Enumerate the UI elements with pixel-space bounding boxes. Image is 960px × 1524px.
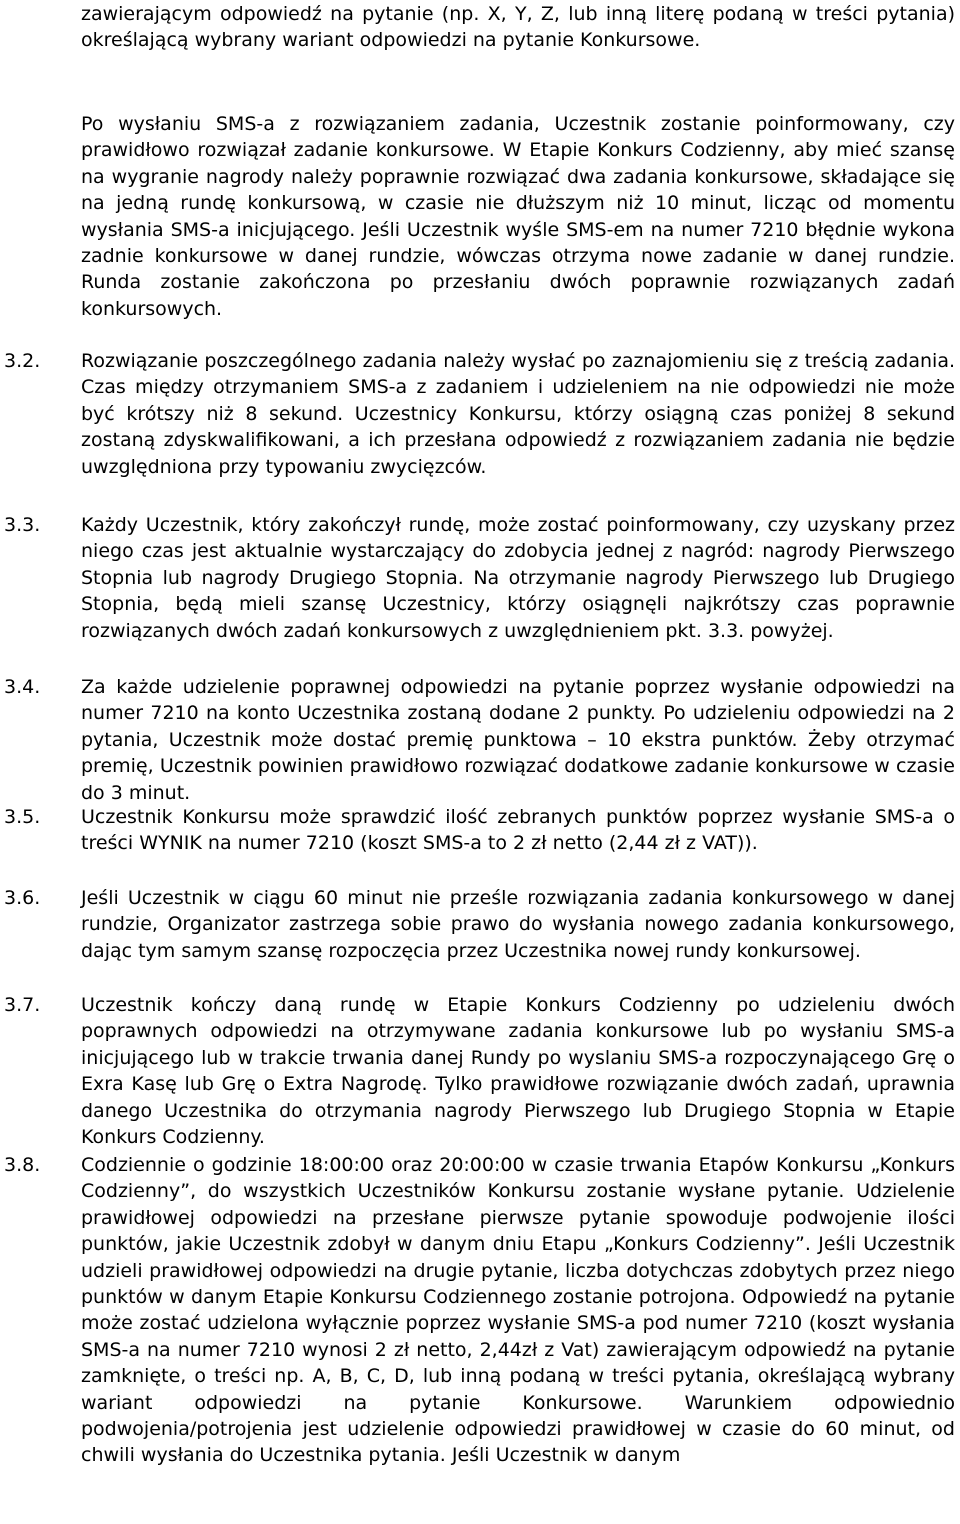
paragraph-3-5: Uczestnik Konkursu może sprawdzić ilość zebranych punktów poprzez wysłanie SMS-a o treści WYNIK na numer 7210 (koszt SMS-a to 2 zł netto (2,44 zł z VAT)). <box>81 806 955 855</box>
section-number-3-8: 3.8. <box>4 1154 41 1176</box>
paragraph-3-7: Uczestnik kończy daną rundę w Etapie Konkurs Codzienny po udzieleniu dwóch poprawnych odpowiedzi na otrzymywane zadania konkursowe lub po wysłaniu SMS-a inicjującego lub w trakcie trwania danej Rundy po wyslaniu SMS-a rozpoczynającego Grę o Exra Kasę lub Grę o Extra Nagrodę. Tylko prawidłowe rozwiązanie dwóch zadań, uprawnia danego Uczestnika do otrzymania nagrody Pierwszego lub Drugiego Stopnia w Etapie Konkurs Codzienny. <box>81 994 955 1149</box>
section-number-3-3: 3.3. <box>4 514 41 536</box>
paragraph-3-3: Każdy Uczestnik, który zakończył rundę, może zostać poinformowany, czy uzyskany przez niego czas jest aktualnie wystarczający do zdobycia jednej z nagród: nagrody Pierwszego Stopnia lub nagrody Drugiego Stopnia. Na otrzymanie nagrody Pierwszego lub Drugiego Stopnia, będą mieli szansę Uczestnicy, którzy osiągnęli najkrótszy czas poprawnie rozwiązanych dwóch zadań konkursowych z uwzględnieniem pkt. 3.3. powyżej. <box>81 514 955 642</box>
paragraph-3-2: Rozwiązanie poszczególnego zadania należy wysłać po zaznajomieniu się z treścią zadania. Czas między otrzymaniem SMS-a z zadaniem i udzieleniem na nie odpowiedzi nie może być krótszy niż 8 sekund. Uczestnicy Konkursu, którzy osiągną czas poniżej 8 sekund zostaną zdyskwalifikowani, a ich przesłana odpowiedź z rozwiązaniem zadania nie będzie uwzględniona przy typowaniu zwycięzców. <box>81 350 955 478</box>
paragraph-3-6: Jeśli Uczestnik w ciągu 60 minut nie prześle rozwiązania zadania konkursowego w danej rundzie, Organizator zastrzega sobie prawo do wysłania nowego zadania konkursowego, dając tym samym szansę rozpoczęcia przez Uczestnika nowej rundy konkursowej. <box>81 887 955 962</box>
section-number-3-6: 3.6. <box>4 887 41 909</box>
section-number-3-4: 3.4. <box>4 676 41 698</box>
paragraph-3-8: Codziennie o godzinie 18:00:00 oraz 20:00:00 w czasie trwania Etapów Konkursu „Konkurs Codzienny”, do wszystkich Uczestników Konkursu zostanie wysłane pytanie. Udzielenie prawidłowej odpowiedzi na przesłane pierwsze pytanie spowoduje podwojenie ilości punktów, jakie Uczestnik zdobył w danym dniu Etapu „Konkurs Codzienny”. Jeśli Uczestnik udzieli prawidłowej odpowiedzi na drugie pytanie, liczba dotychczas zdobytych przez niego punktów w danym Etapie Konkursu Codziennego zostanie potrojona. Odpowiedź na pytanie może zostać udzielona wyłącznie poprzez wysłanie SMS-a pod numer 7210 (koszt wysłania SMS-a na numer 7210 wynosi 2 zł netto, 2,44zł z Vat) zawierającym odpowiedź na pytanie zamknięte, o treści np. A, B, C, D, lub inną podaną w treści pytania, określającą wybrany wariant odpowiedzi na pytanie Konkursowe. Warunkiem odpowiednio podwojenia/potrojenia jest udzielenie odpowiedzi prawidłowej w czasie do 60 minut, od chwili wysłania do Uczestnika pytania. Jeśli Uczestnik w danym <box>81 1154 955 1467</box>
paragraph-continuation: zawierającym odpowiedź na pytanie (np. X, Y, Z, lub inną literę podaną w treści pytania) określającą wybrany wariant odpowiedzi na pytanie Konkursowe. <box>81 3 955 52</box>
section-number-3-2: 3.2. <box>4 350 41 372</box>
paragraph-intro: Po wysłaniu SMS-a z rozwiązaniem zadania, Uczestnik zostanie poinformowany, czy prawidłowo rozwiązał zadanie konkursowe. W Etapie Konkurs Codzienny, aby mieć szansę na wygranie nagrody należy poprawnie rozwiązać dwa zadania konkursowe, składające się na jedną rundę konkursową, w czasie nie dłuższym niż 10 minut, licząc od momentu wysłania SMS-a inicjującego. Jeśli Uczestnik wyśle SMS-em na numer 7210 błędnie wykona zadnie konkursowe w danej rundzie, wówczas otrzyma nowe zadanie w danej rundzie. Runda zostanie zakończona po przesłaniu dwóch poprawnie rozwiązanych zadań konkursowych. <box>81 113 955 320</box>
section-number-3-5: 3.5. <box>4 806 41 828</box>
paragraph-3-4: Za każde udzielenie poprawnej odpowiedzi na pytanie poprzez wysłanie odpowiedzi na numer 7210 na konto Uczestnika zostaną dodane 2 punkty. Po udzieleniu odpowiedzi na 2 pytania, Uczestnik może dostać premię punktowa – 10 ekstra punktów. Żeby otrzymać premię, Uczestnik powinien prawidłowo rozwiązać dodatkowe zadanie konkursowe w czasie do 3 minut. <box>81 676 955 804</box>
section-number-3-7: 3.7. <box>4 994 41 1016</box>
